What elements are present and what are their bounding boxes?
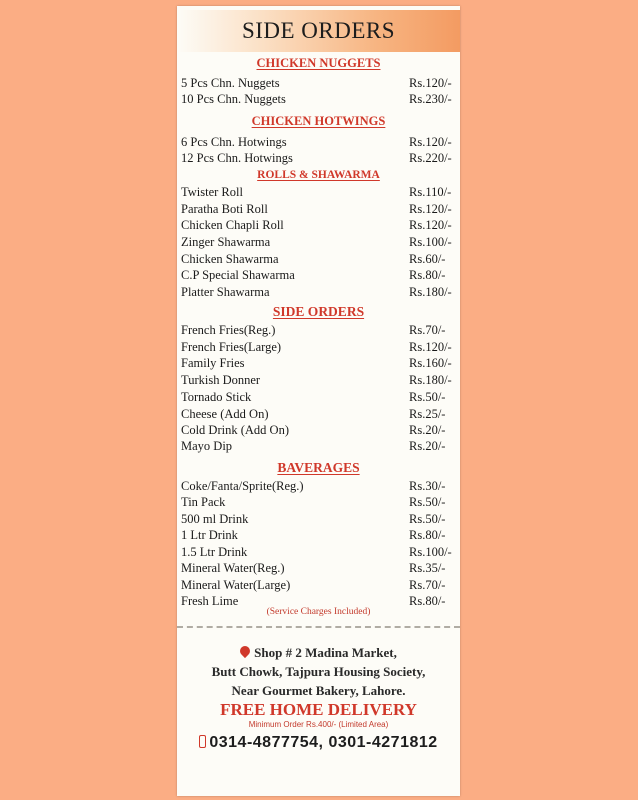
- menu-item: [181, 390, 456, 406]
- item-name: 500 ml Drink: [181, 512, 249, 526]
- item-name: Chicken Shawarma: [181, 252, 279, 266]
- menu-item: [181, 340, 456, 356]
- menu-item: [181, 252, 456, 268]
- menu-item: [181, 439, 456, 455]
- item-name: 12 Pcs Chn. Hotwings: [181, 151, 293, 165]
- phone-numbers-text: 0314-4877754, 0301-4271812: [209, 734, 438, 751]
- item-name: Cold Drink (Add On): [181, 423, 289, 437]
- section-heading-chicken-nuggets: CHICKEN NUGGETS: [256, 56, 381, 70]
- item-price: Rs.80/-: [409, 594, 446, 608]
- item-price: Rs.50/-: [409, 390, 446, 404]
- item-price: Rs.100/-: [409, 235, 452, 249]
- item-price: Rs.180/-: [409, 373, 452, 387]
- dashed-divider: [177, 626, 460, 628]
- item-name: Fresh Lime: [181, 594, 239, 608]
- menu-item: [181, 528, 456, 544]
- menu-item: [181, 92, 456, 108]
- menu-item: [181, 185, 456, 201]
- address-block: [177, 643, 460, 700]
- address-line-1: [177, 643, 460, 662]
- item-price: Rs.60/-: [409, 252, 446, 266]
- menu-item: [181, 578, 456, 594]
- menu-item: [181, 423, 456, 439]
- menu-item: [181, 479, 456, 495]
- item-price: Rs.120/-: [409, 135, 452, 149]
- item-name: Platter Shawarma: [181, 285, 270, 299]
- menu-item: [181, 545, 456, 561]
- menu-item: [181, 495, 456, 511]
- item-name: Mineral Water(Reg.): [181, 561, 285, 575]
- item-price: Rs.120/-: [409, 76, 452, 90]
- item-name: Chicken Chapli Roll: [181, 218, 284, 232]
- item-name: C.P Special Shawarma: [181, 268, 295, 282]
- item-name: 6 Pcs Chn. Hotwings: [181, 135, 287, 149]
- item-price: Rs.120/-: [409, 202, 452, 216]
- item-price: Rs.180/-: [409, 285, 452, 299]
- item-name: 5 Pcs Chn. Nuggets: [181, 76, 280, 90]
- item-price: Rs.20/-: [409, 439, 446, 453]
- item-name: Paratha Boti Roll: [181, 202, 268, 216]
- item-name: 1 Ltr Drink: [181, 528, 238, 542]
- menu-item: [181, 373, 456, 389]
- item-name: Tornado Stick: [181, 390, 252, 404]
- item-name: Zinger Shawarma: [181, 235, 271, 249]
- menu-item: [181, 235, 456, 251]
- item-price: Rs.70/-: [409, 578, 446, 592]
- item-price: Rs.50/-: [409, 495, 446, 509]
- item-price: Rs.110/-: [409, 185, 452, 199]
- item-price: Rs.35/-: [409, 561, 446, 575]
- item-price: Rs.80/-: [409, 528, 446, 542]
- section-heading-chicken-hotwings: CHICKEN HOTWINGS: [251, 114, 386, 128]
- item-name: Mayo Dip: [181, 439, 233, 453]
- item-name: Tin Pack: [181, 495, 226, 509]
- address-line-3: Near Gourmet Bakery, Lahore.: [231, 683, 406, 698]
- section-heading-rolls-shawarma: ROLLS & SHAWARMA: [257, 169, 380, 181]
- item-name: Coke/Fanta/Sprite(Reg.): [181, 479, 304, 493]
- menu-item: [181, 323, 456, 339]
- item-price: Rs.70/-: [409, 323, 446, 337]
- header-banner: [177, 10, 460, 52]
- address-line-1-text: Shop # 2 Madina Market,: [254, 645, 397, 660]
- menu-item: [181, 76, 456, 92]
- menu-card: [177, 6, 460, 796]
- item-price: Rs.230/-: [409, 92, 452, 106]
- item-price: Rs.80/-: [409, 268, 446, 282]
- menu-item: [181, 151, 456, 167]
- minimum-order-note: Minimum Order Rs.400/- (Limited Area): [248, 720, 389, 729]
- menu-item: [181, 407, 456, 423]
- menu-item: [181, 356, 456, 372]
- item-price: Rs.160/-: [409, 356, 452, 370]
- item-price: Rs.120/-: [409, 340, 452, 354]
- free-delivery-banner: FREE HOME DELIVERY: [220, 700, 417, 719]
- menu-item: [181, 218, 456, 234]
- section-heading-side-orders: SIDE ORDERS: [272, 304, 365, 319]
- section-heading-baverages: BAVERAGES: [277, 460, 360, 475]
- item-name: Family Fries: [181, 356, 245, 370]
- item-name: Twister Roll: [181, 185, 243, 199]
- menu-item: [181, 268, 456, 284]
- address-line-2: Butt Chowk, Tajpura Housing Society,: [211, 664, 426, 679]
- item-name: Turkish Donner: [181, 373, 261, 387]
- phone-icon: [199, 735, 206, 748]
- item-name: 1.5 Ltr Drink: [181, 545, 248, 559]
- item-name: French Fries(Reg.): [181, 323, 276, 337]
- item-name: French Fries(Large): [181, 340, 282, 354]
- page-title: SIDE ORDERS: [241, 18, 396, 43]
- item-price: Rs.50/-: [409, 512, 446, 526]
- item-price: Rs.100/-: [409, 545, 452, 559]
- location-pin-icon: [238, 644, 252, 658]
- item-price: Rs.30/-: [409, 479, 446, 493]
- menu-item: [181, 285, 456, 301]
- item-price: Rs.25/-: [409, 407, 446, 421]
- item-price: Rs.220/-: [409, 151, 452, 165]
- service-charges-note: (Service Charges Included): [266, 607, 371, 617]
- phone-numbers: [177, 734, 460, 752]
- menu-item: [181, 561, 456, 577]
- item-name: Cheese (Add On): [181, 407, 269, 421]
- item-name: 10 Pcs Chn. Nuggets: [181, 92, 286, 106]
- menu-item: [181, 512, 456, 528]
- item-price: Rs.120/-: [409, 218, 452, 232]
- item-price: Rs.20/-: [409, 423, 446, 437]
- menu-item: [181, 202, 456, 218]
- menu-item: [181, 135, 456, 151]
- item-name: Mineral Water(Large): [181, 578, 291, 592]
